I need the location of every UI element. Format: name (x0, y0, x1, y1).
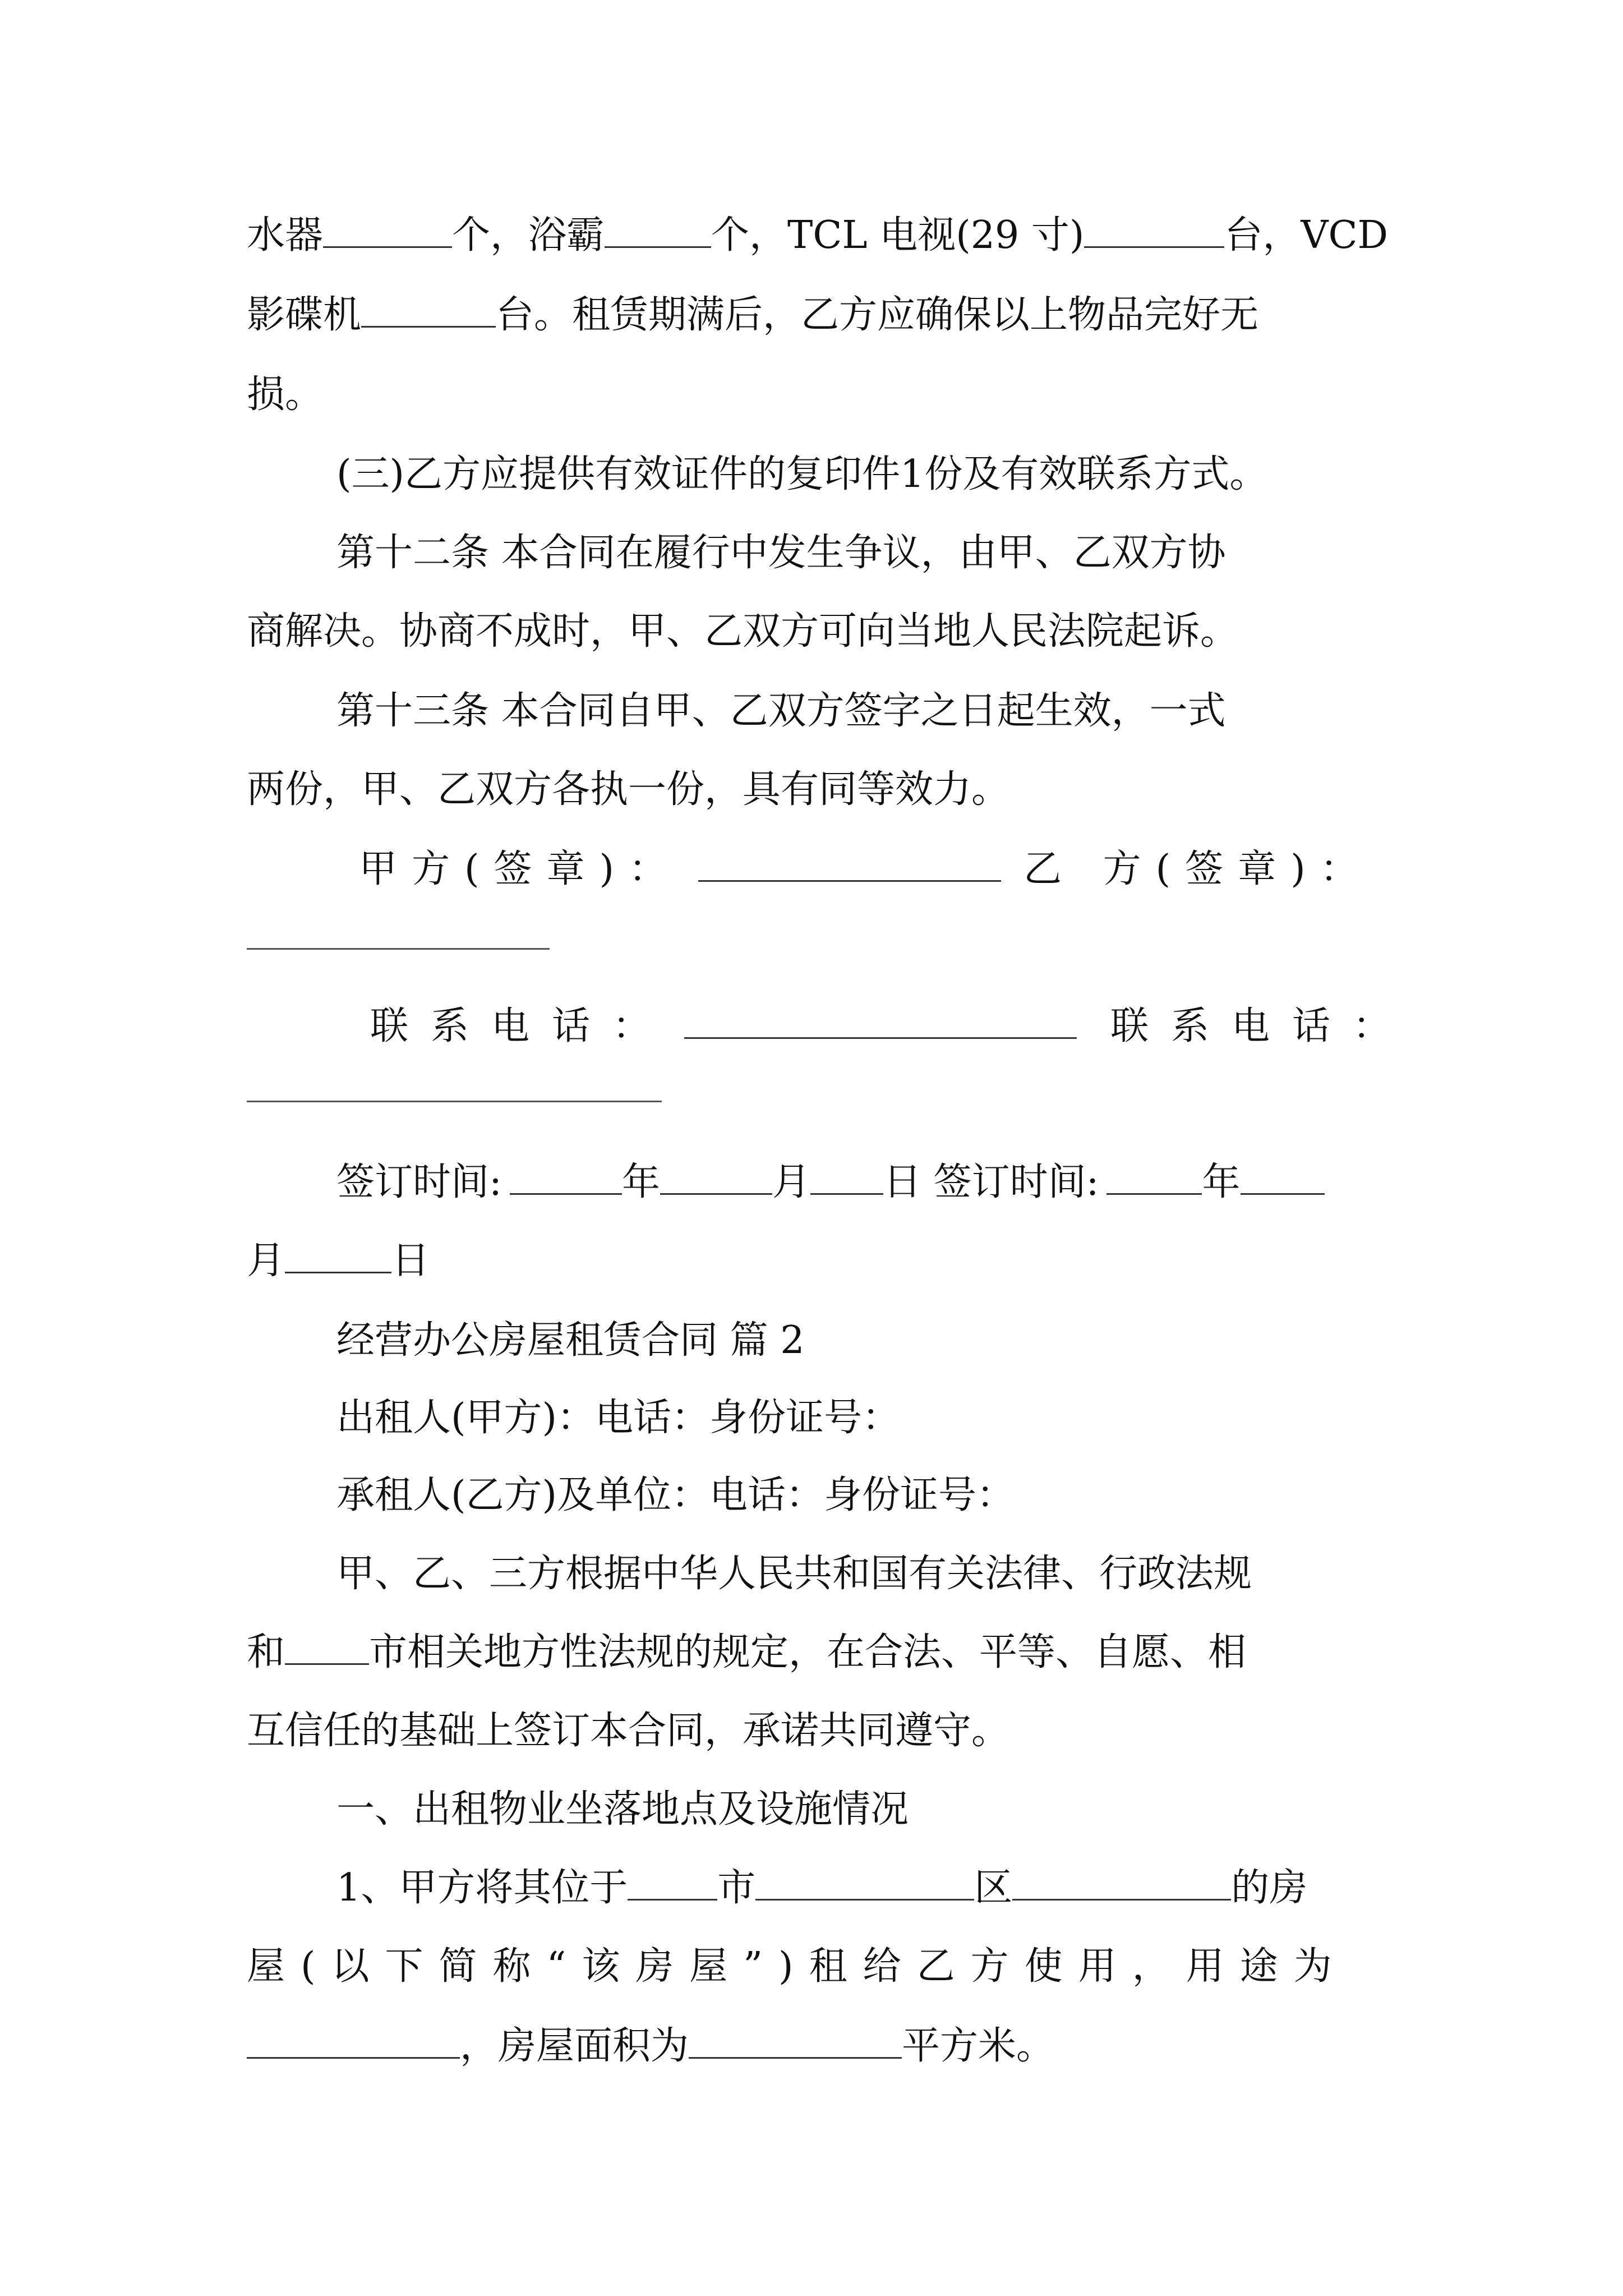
blank-field (247, 948, 550, 950)
text-fragment: 商解决。协商不成时，甲、乙双方可向当地人民法院起诉。 (247, 609, 1239, 654)
text-line (336, 525, 1391, 581)
text-fragment: 联系电话： (1110, 1004, 1414, 1048)
blank-field (1084, 211, 1224, 248)
text-fragment: 台。租赁期满后，乙方应确保以上物品完好无 (496, 293, 1259, 337)
phone-line (370, 999, 1414, 1055)
text-fragment: 影碟机 (247, 293, 362, 337)
signature-line (359, 841, 1391, 898)
text-fragment: 和 (247, 1630, 285, 1674)
text-line (336, 1467, 1391, 1524)
text-fragment: 甲、乙、三方根据中华人民共和国有关法律、行政法规 (336, 1552, 1252, 1596)
text-line (247, 287, 1391, 343)
text-fragment: 年 (621, 1160, 660, 1204)
text-fragment: 区 (974, 1866, 1013, 1910)
text-fragment: 甲方(签章)： (359, 847, 682, 891)
text-fragment: 两份，甲、乙双方各执一份，具有同等效力。 (247, 767, 1010, 812)
text-line (336, 683, 1391, 739)
text-line (336, 1860, 1391, 1916)
blank-field (1241, 1158, 1325, 1195)
text-line (247, 1703, 1391, 1759)
text-fragment: 市 (717, 1866, 756, 1910)
text-fragment: 承租人(乙方)及单位：电话：身份证号： (336, 1473, 1015, 1517)
text-line (247, 367, 1391, 423)
text-fragment: 互信任的基础上签订本合同，承诺共同遵守。 (247, 1709, 1010, 1753)
text-line (247, 1625, 1391, 1681)
text-line (336, 1782, 1391, 1838)
text-fragment: 经营办公房屋租赁合同 篇 2 (336, 1318, 805, 1363)
text-fragment: 年 (1202, 1160, 1241, 1204)
text-fragment: ，房屋面积为 (460, 2024, 689, 2068)
blank-field (698, 845, 1001, 882)
text-fragment: (三)乙方应提供有效证件的复印件1份及有效联系方式。 (336, 452, 1268, 496)
blank-field (1106, 1158, 1202, 1195)
text-line (336, 1546, 1391, 1602)
text-line (247, 604, 1391, 660)
text-line (247, 1939, 1391, 1995)
text-fragment: 屋(以下简称“该房屋”)租给乙方使用，用途为 (247, 1944, 1348, 1989)
blank-field (755, 1864, 974, 1901)
blank-field (510, 1158, 622, 1195)
text-fragment: 损。 (247, 372, 324, 417)
blank-field (285, 1237, 391, 1273)
text-line (336, 447, 1391, 503)
text-fragment: 个，TCL 电视(29 寸) (711, 213, 1085, 257)
text-fragment: 1、甲方将其位于 (336, 1866, 628, 1910)
section-title (336, 1313, 1391, 1369)
blank-field (684, 1002, 1077, 1039)
blank-field (285, 1628, 369, 1665)
blank-field (247, 1101, 662, 1102)
date-line (336, 1154, 1391, 1211)
text-fragment: 一、出租物业坐落地点及设施情况 (336, 1787, 909, 1832)
text-fragment: 水器 (247, 213, 324, 257)
text-fragment: 月 (772, 1160, 810, 1204)
text-fragment: 第十三条 本合同自甲、乙双方签字之日起生效，一式 (336, 689, 1226, 733)
text-fragment: 日 (391, 1239, 430, 1283)
date-line (247, 1233, 1391, 1289)
text-line (336, 1390, 1391, 1446)
blank-field (605, 211, 711, 248)
blank-field (247, 2022, 460, 2059)
blank-field (323, 211, 452, 248)
blank-field (1012, 1864, 1231, 1901)
text-fragment: 平方米。 (902, 2024, 1055, 2068)
blank-field (660, 1158, 772, 1195)
text-line (247, 2018, 1391, 2074)
blank-field (361, 291, 496, 328)
text-fragment: 乙 方(签章)： (1023, 847, 1373, 891)
text-fragment: 个，浴霸 (452, 213, 605, 257)
blank-field (628, 1864, 717, 1901)
text-fragment: 的房 (1231, 1866, 1308, 1910)
text-line (247, 208, 1391, 264)
blank-field (810, 1158, 883, 1195)
text-fragment: 台，VCD (1224, 213, 1389, 257)
text-fragment: 第十二条 本合同在履行中发生争议，由甲、乙双方协 (336, 531, 1226, 575)
text-line (247, 762, 1391, 818)
text-fragment: 月 (247, 1239, 285, 1283)
text-fragment: 出租人(甲方)：电话：身份证号： (336, 1396, 901, 1440)
text-fragment: 联系电话： (370, 1004, 674, 1048)
text-fragment: 签订时间: (336, 1160, 502, 1204)
text-fragment: 日 签订时间: (883, 1160, 1099, 1204)
blank-field (689, 2022, 902, 2059)
text-fragment: 市相关地方性法规的规定，在合法、平等、自愿、相 (369, 1630, 1247, 1674)
